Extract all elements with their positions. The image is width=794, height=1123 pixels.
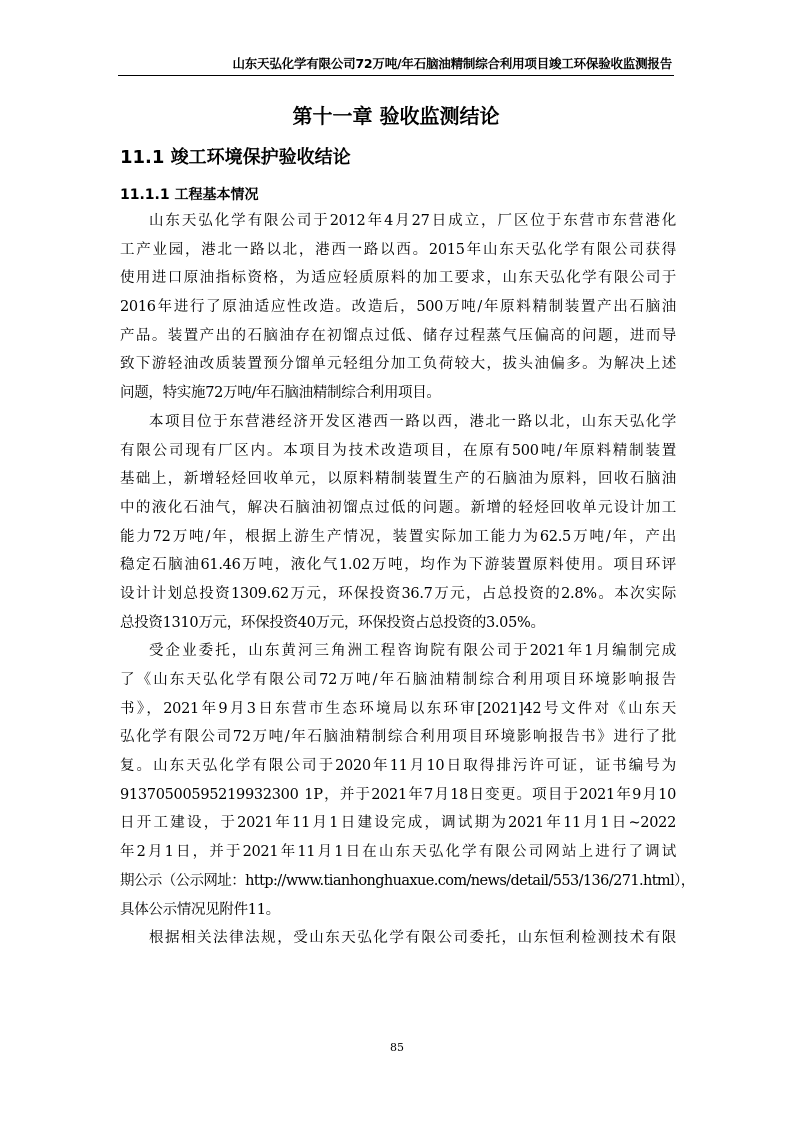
running-header: 山东天弘化学有限公司72万吨/年石脑油精制综合利用项目竣工环保验收监测报告 xyxy=(232,56,672,71)
paragraph-line: 有限公司现有厂区内。本项目为技术改造项目，在原有500吨/年原料精制装置 xyxy=(120,442,676,459)
paragraph-line: 期公示（公示网址：http://www.tianhonghuaxue.com/news/detail/553/136/271.html）， xyxy=(120,872,695,889)
paragraph-line: 能力72万吨/年，根据上游生产情况，装置实际加工能力为62.5万吨/年，产出 xyxy=(120,528,676,545)
header-rule xyxy=(118,75,674,76)
paragraph-line: 使用进口原油指标资格，为适应轻质原料的加工要求，山东天弘化学有限公司于 xyxy=(120,270,676,287)
paragraph-line: 问题，特实施72万吨/年石脑油精制综合利用项目。 xyxy=(120,385,441,402)
paragraph-line: 中的液化石油气，解决石脑油初馏点过低的问题。新增的轻烃回收单元设计加工 xyxy=(120,499,676,516)
page-number: 85 xyxy=(390,1041,404,1054)
paragraph-line: 受企业委托，山东黄河三角洲工程咨询院有限公司于2021年1月编制完成 xyxy=(149,643,676,660)
paragraph-line: 产品。装置产出的石脑油存在初馏点过低、储存过程蒸气压偏高的问题，进而导 xyxy=(120,327,676,344)
paragraph-line: 日开工建设，于2021年11月1日建设完成，调试期为2021年11月1日~2022 xyxy=(120,815,676,832)
paragraph-line: 了《山东天弘化学有限公司72万吨/年石脑油精制综合利用项目环境影响报告 xyxy=(120,672,676,688)
paragraph-line: 山东天弘化学有限公司于2012年4月27日成立，厂区位于东营市东营港化 xyxy=(149,213,676,229)
paragraph-line: 复。山东天弘化学有限公司于2020年11月10日取得排污许可证，证书编号为 xyxy=(120,758,676,775)
paragraph-line: 书》，2021年9月3日东营市生态环境局以东环审[2021]42号文件对《山东天 xyxy=(120,700,676,717)
paragraph-line: 致下游轻油改质装置预分馏单元轻组分加工负荷较大，拔头油偏多。为解决上述 xyxy=(120,356,676,373)
body-text xyxy=(120,207,695,953)
chapter-title: 第十一章 验收监测结论 xyxy=(292,104,500,128)
paragraph-line: 弘化学有限公司72万吨/年石脑油精制综合利用项目环境影响报告书》进行了批 xyxy=(120,729,676,746)
section-heading: 11.1 竣工环境保护验收结论 xyxy=(120,147,351,168)
paragraph-line: 总投资1310万元，环保投资40万元，环保投资占总投资的3.05%。 xyxy=(120,614,545,631)
subsection-heading: 11.1.1 工程基本情况 xyxy=(120,187,259,203)
paragraph-line: 具体公示情况见附件11。 xyxy=(120,901,280,918)
paragraph-line: 91370500595219932300 1P，并于2021年7月18日变更。项目于2021年9月10 xyxy=(120,786,676,803)
paragraph-line: 本项目位于东营港经济开发区港西一路以西，港北一路以北，山东天弘化学 xyxy=(149,413,676,430)
paragraph-line: 设计计划总投资1309.62万元，环保投资36.7万元，占总投资的2.8%。本次实际 xyxy=(120,585,676,602)
paragraph-line: 稳定石脑油61.46万吨，液化气1.02万吨，均作为下游装置原料使用。项目环评 xyxy=(120,557,676,574)
paragraph-line: 2016年进行了原油适应性改造。改造后，500万吨/年原料精制装置产出石脑油 xyxy=(120,299,676,316)
paragraph-line: 根据相关法律法规，受山东天弘化学有限公司委托，山东恒利检测技术有限 xyxy=(149,930,676,947)
paragraph-line: 工产业园，港北一路以北，港西一路以西。2015年山东天弘化学有限公司获得 xyxy=(120,241,676,258)
paragraph-line: 年2月1日，并于2021年11月1日在山东天弘化学有限公司网站上进行了调试 xyxy=(120,844,676,861)
paragraph-line: 基础上，新增轻烃回收单元，以原料精制装置生产的石脑油为原料，回收石脑油 xyxy=(120,471,676,488)
